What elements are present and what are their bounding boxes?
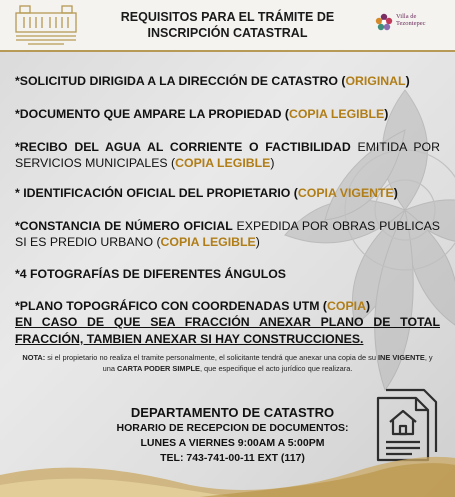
requirement-item: * IDENTIFICACIÓN OFICIAL DEL PROPIETARIO (COPIA VIGENTE) <box>15 186 398 200</box>
requirement-text: *4 FOTOGRAFÍAS DE DIFERENTES ÁNGULOS <box>15 267 287 281</box>
requirement-tag: COPIA LEGIBLE <box>175 156 271 170</box>
requirement-item: *CONSTANCIA DE NÚMERO OFICIAL EXPEDIDA POR OBRAS PUBLICAS SI ES PREDIO URBANO (COPIA LEGIBLE) <box>15 219 440 249</box>
title-line-2: INSCRIPCIÓN CATASTRAL <box>147 26 308 40</box>
building-logo-icon <box>14 4 78 46</box>
requirement-item <box>15 266 440 282</box>
note-text: , que especifique el acto jurídico que realizara. <box>199 364 353 373</box>
requirement-tag: COPIA LEGIBLE <box>288 107 385 121</box>
requirement-tag: COPIA VIGENTE <box>297 186 394 200</box>
header <box>0 0 455 52</box>
requirement-item: *RECIBO DEL AGUA AL CORRIENTE O FACTIBILIDAD EMITIDA POR SERVICIOS MUNICIPALES (COPIA LEGIBLE) <box>15 140 441 170</box>
page-title <box>110 9 345 41</box>
municipality-name: Villa de Tezontepec <box>396 13 426 27</box>
note-bold: INE VIGENTE <box>378 353 425 362</box>
requirement-tag: COPIA LEGIBLE <box>160 235 256 249</box>
requirement-item: *SOLICITUD DIRIGIDA A LA DIRECCIÓN DE CATASTRO (ORIGINAL) <box>15 74 410 88</box>
gold-wave-decoration <box>0 440 455 497</box>
note-text: , y una <box>102 353 433 373</box>
hours-value: LUNES A VIERNES 9:00AM A 5:00PM <box>140 437 325 449</box>
requirement-detail: EXPEDIDA POR OBRAS PUBLICAS SI ES PREDIO URBANO <box>15 219 440 249</box>
fraction-warning: EN CASO DE QUE SEA FRACCIÓN ANEXAR PLANO DE TOTAL FRACCIÓN, TAMBIEN ANEXAR SI HAY CONSTRUCCIONES. <box>15 315 440 346</box>
municipality-logo <box>374 10 452 44</box>
requirement-item: *PLANO TOPOGRÁFICO CON COORDENADAS UTM (COPIA) <box>15 299 371 313</box>
flower-logo-icon <box>374 12 394 32</box>
title-line-1: REQUISITOS PARA EL TRÁMITE DE <box>120 10 335 24</box>
requirement-text: *SOLICITUD DIRIGIDA A LA DIRECCIÓN DE CATASTRO <box>15 74 338 88</box>
requirement-tag: ORIGINAL <box>345 74 406 88</box>
requirement-text: *RECIBO DEL AGUA AL CORRIENTE O FACTIBILIDAD <box>15 140 351 154</box>
requirement-item: *DOCUMENTO QUE AMPARE LA PROPIEDAD (COPIA LEGIBLE) <box>15 107 389 121</box>
note <box>20 352 435 374</box>
requirement-text: *CONSTANCIA DE NÚMERO OFICIAL <box>15 219 233 233</box>
requirement-tag: COPIA <box>327 299 366 313</box>
note-text: si el propietario no realiza el tramite personalmente, el solicitante tendrá que anexar una copia de su <box>45 353 378 362</box>
requirement-text: *PLANO TOPOGRÁFICO CON COORDENADAS UTM <box>15 299 320 313</box>
department-name: DEPARTAMENTO DE CATASTRO <box>130 405 335 420</box>
note-label: NOTA: <box>22 353 46 362</box>
note-bold: CARTA PODER SIMPLE <box>117 364 200 373</box>
requirement-text: * IDENTIFICACIÓN OFICIAL DEL PROPIETARIO <box>15 186 291 200</box>
requirement-text: *DOCUMENTO QUE AMPARE LA PROPIEDAD <box>15 107 282 121</box>
phone: TEL: 743-741-00-11 EXT (117) <box>160 452 305 464</box>
hours-label: HORARIO DE RECEPCION DE DOCUMENTOS: <box>116 422 349 434</box>
requirement-detail: EMITIDA POR SERVICIOS MUNICIPALES <box>15 140 441 170</box>
